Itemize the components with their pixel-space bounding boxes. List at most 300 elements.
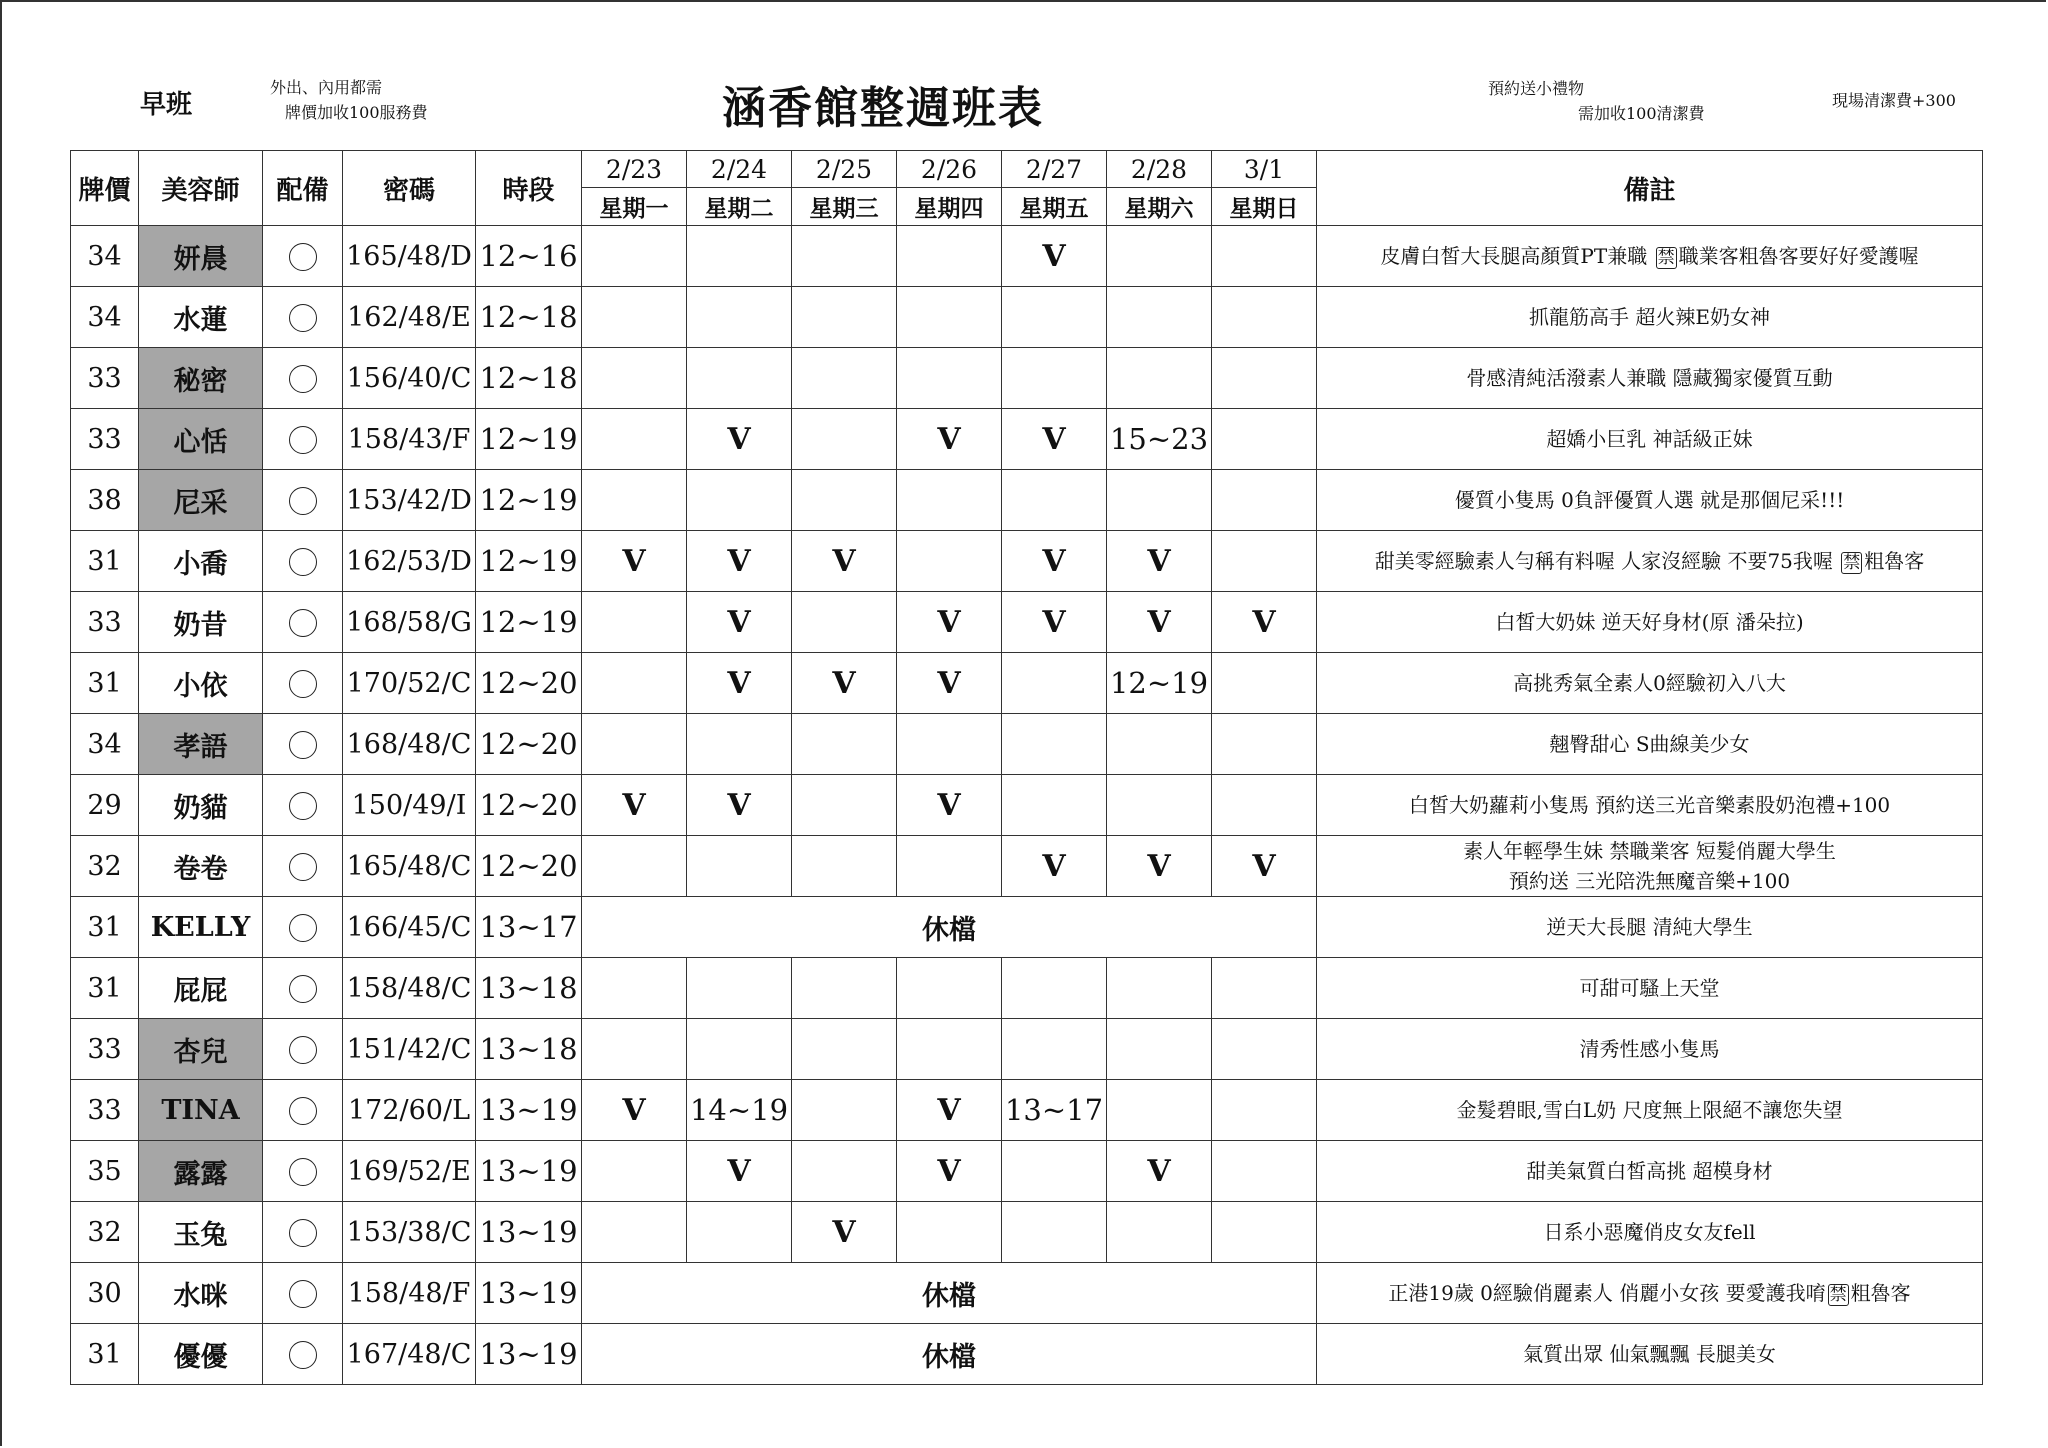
remark-cell [1317,1324,1983,1385]
price-cell: 34 [71,287,139,348]
day-cell [792,1080,897,1141]
day-cell: 14~19 [687,1080,792,1141]
shift-label: 早班 [140,90,193,120]
time-slot-cell: 12~18 [476,287,582,348]
table-row [71,470,1983,531]
day-cell [1107,775,1212,836]
table-row [71,409,1983,470]
remark-text: 甜美氣質白皙高挑 超模身材 [1526,1159,1773,1183]
col-header-weekday: 星期二 [687,188,792,226]
day-cell: V [897,1141,1002,1202]
remark-cell [1317,836,1983,897]
day-cell: 12~19 [1107,653,1212,714]
remark-text: 日系小惡魔俏皮女友fell [1543,1220,1756,1244]
col-header-date: 3/1 [1212,151,1317,188]
remark-line [1317,1217,1982,1247]
day-cell [897,287,1002,348]
therapist-name: 露露 [139,1141,263,1202]
gift-note-line1: 預約送小禮物 [1488,79,1585,98]
day-cell [1212,287,1317,348]
day-cell [1002,348,1107,409]
day-cell [582,1019,687,1080]
day-cell [897,1019,1002,1080]
time-slot-cell: 12~19 [476,470,582,531]
code-cell: 168/58/G [343,592,476,653]
remark-cell [1317,714,1983,775]
remark-line-2: 預約送 三光陪洗無魔音樂+100 [1508,869,1791,893]
circle-icon [289,914,317,942]
day-cell [1212,409,1317,470]
remark-line [1317,836,1982,866]
remark-text: 骨感清純活潑素人兼職 隱藏獨家優質互動 [1466,366,1833,390]
day-cell: V [1107,836,1212,897]
remark-text: 優質小隻馬 0負評優質人選 就是那個尼采!!! [1454,488,1845,512]
day-cell [792,1019,897,1080]
day-cell [687,836,792,897]
remark-line [1317,424,1982,454]
day-cell [582,592,687,653]
day-cell: V [1002,226,1107,287]
remark-line [1317,668,1982,698]
day-cell [582,226,687,287]
remark-cell [1317,1019,1983,1080]
time-slot-cell: 12~20 [476,775,582,836]
time-slot-cell: 12~16 [476,226,582,287]
day-cell [1002,1141,1107,1202]
day-cell: V [1002,409,1107,470]
therapist-name: 奶貓 [139,775,263,836]
col-header-remarks: 備註 [1317,151,1983,226]
remark-line [1317,729,1982,759]
day-cell [1212,714,1317,775]
remark-cell [1317,775,1983,836]
day-cell [1212,470,1317,531]
day-cell [1107,1080,1212,1141]
remark-text: 翹臀甜心 S曲線美少女 [1549,732,1750,756]
therapist-name: TINA [139,1080,263,1141]
day-cell [792,470,897,531]
day-cell: V [582,775,687,836]
day-cell: V [897,653,1002,714]
day-cell [687,226,792,287]
day-cell [687,287,792,348]
day-cell: V [687,531,792,592]
day-cell: V [897,1080,1002,1141]
day-cell: 15~23 [1107,409,1212,470]
price-cell: 29 [71,775,139,836]
col-header-weekday: 星期一 [582,188,687,226]
therapist-name: 尼采 [139,470,263,531]
day-cell [792,775,897,836]
remark-cell [1317,226,1983,287]
circle-icon [289,426,317,454]
day-cell [687,1019,792,1080]
day-cell [582,348,687,409]
col-header-weekday: 星期四 [897,188,1002,226]
day-cell [582,470,687,531]
remark-text: 素人年輕學生妹 禁職業客 短髮俏麗大學生 [1463,839,1836,863]
equipped-cell [263,1080,343,1141]
circle-icon [289,487,317,515]
day-cell [582,958,687,1019]
remark-text: 逆天大長腿 清純大學生 [1546,915,1753,939]
off-duty-cell: 休檔 [582,1324,1317,1385]
table-row [71,836,1983,897]
therapist-name: 杏兒 [139,1019,263,1080]
day-cell [792,714,897,775]
day-cell [582,714,687,775]
day-cell: V [1002,836,1107,897]
col-header-date: 2/23 [582,151,687,188]
day-cell [1212,958,1317,1019]
table-row [71,775,1983,836]
code-cell: 165/48/D [343,226,476,287]
day-cell [1212,653,1317,714]
time-slot-cell: 13~18 [476,958,582,1019]
time-slot-cell: 13~19 [476,1202,582,1263]
day-cell [1002,287,1107,348]
price-cell: 32 [71,1202,139,1263]
code-cell: 166/45/C [343,897,476,958]
time-slot-cell: 12~19 [476,531,582,592]
day-cell: V [1107,592,1212,653]
price-cell: 30 [71,1263,139,1324]
time-slot-cell: 13~19 [476,1141,582,1202]
table-row [71,348,1983,409]
remark-text: 超嬌小巨乳 神話級正妹 [1546,427,1753,451]
col-header-weekday: 星期三 [792,188,897,226]
day-cell: V [1002,531,1107,592]
code-cell: 150/49/I [343,775,476,836]
day-cell: V [792,1202,897,1263]
day-cell [897,348,1002,409]
day-cell [1107,958,1212,1019]
col-header-weekday: 星期日 [1212,188,1317,226]
col-header-date: 2/27 [1002,151,1107,188]
code-cell: 156/40/C [343,348,476,409]
day-cell: V [792,653,897,714]
day-cell: V [897,592,1002,653]
remark-line [1317,973,1982,1003]
day-cell [792,226,897,287]
day-cell [792,287,897,348]
weekly-schedule-table [70,150,1983,1385]
table-row [71,653,1983,714]
remark-line [1317,607,1982,637]
remark-cell [1317,897,1983,958]
circle-icon [289,548,317,576]
day-cell: V [1107,1141,1212,1202]
day-cell [582,653,687,714]
price-cell: 31 [71,1324,139,1385]
code-cell: 153/42/D [343,470,476,531]
remark-line [1317,485,1982,515]
circle-icon [289,792,317,820]
day-cell [1212,531,1317,592]
col-header-time-slot: 時段 [476,151,582,226]
ban-icon: 禁 [1829,1284,1847,1305]
schedule-body [71,226,1983,1385]
remark-text: 氣質出眾 仙氣飄飄 長腿美女 [1523,1342,1776,1366]
day-cell [792,409,897,470]
price-cell: 31 [71,897,139,958]
day-cell [792,958,897,1019]
day-cell [687,714,792,775]
day-cell: V [687,592,792,653]
remark-text-after-ban: 職業客粗魯客要好好愛護喔 [1678,244,1919,268]
circle-icon [289,1219,317,1247]
day-cell [1212,1202,1317,1263]
circle-icon [289,670,317,698]
col-header-therapist: 美容師 [139,151,263,226]
code-cell: 165/48/C [343,836,476,897]
remark-cell [1317,1263,1983,1324]
equipped-cell [263,836,343,897]
remark-text-after-ban: 粗魯客 [1850,1281,1911,1305]
remark-text: 清秀性感小隻馬 [1579,1037,1720,1061]
price-cell: 33 [71,1080,139,1141]
remark-cell [1317,1141,1983,1202]
service-fee-note-line2: 牌價加收100服務費 [285,103,428,122]
remark-text: 皮膚白皙大長腿高顏質PT兼職 [1380,244,1654,268]
day-cell: V [687,653,792,714]
service-fee-note-line1: 外出、內用都需 [270,78,383,97]
gift-note-line2: 需加收100清潔費 [1578,104,1705,123]
header-row-dates [71,151,1983,188]
table-row [71,287,1983,348]
equipped-cell [263,1141,343,1202]
circle-icon [289,975,317,1003]
price-cell: 33 [71,348,139,409]
day-cell [897,470,1002,531]
therapist-name: 水咪 [139,1263,263,1324]
remark-line [1317,1095,1982,1125]
day-cell [1107,226,1212,287]
col-header-date: 2/28 [1107,151,1212,188]
price-cell: 33 [71,592,139,653]
table-row [71,1080,1983,1141]
code-cell: 162/48/E [343,287,476,348]
col-header-code: 密碼 [343,151,476,226]
day-cell [792,348,897,409]
therapist-name: 奶昔 [139,592,263,653]
remark-cell [1317,287,1983,348]
day-cell: V [687,409,792,470]
col-header-date: 2/24 [687,151,792,188]
remark-line [1317,1034,1982,1064]
time-slot-cell: 13~17 [476,897,582,958]
day-cell: V [1002,592,1107,653]
day-cell [687,1202,792,1263]
price-cell: 32 [71,836,139,897]
therapist-name: 優優 [139,1324,263,1385]
therapist-name: 小喬 [139,531,263,592]
day-cell [1107,1019,1212,1080]
day-cell [1107,348,1212,409]
time-slot-cell: 13~18 [476,1019,582,1080]
day-cell: V [1107,531,1212,592]
equipped-cell [263,775,343,836]
col-header-price: 牌價 [71,151,139,226]
equipped-cell [263,1324,343,1385]
off-duty-cell: 休檔 [582,897,1317,958]
therapist-name: 心恬 [139,409,263,470]
col-header-weekday: 星期六 [1107,188,1212,226]
time-slot-cell: 12~19 [476,592,582,653]
circle-icon [289,1341,317,1369]
day-cell: V [1212,592,1317,653]
remark-line [1317,546,1982,576]
therapist-name: 水蓮 [139,287,263,348]
code-cell: 153/38/C [343,1202,476,1263]
equipped-cell [263,653,343,714]
code-cell: 158/43/F [343,409,476,470]
therapist-name: 秘密 [139,348,263,409]
price-cell: 33 [71,1019,139,1080]
table-row [71,958,1983,1019]
circle-icon [289,1280,317,1308]
table-row [71,531,1983,592]
day-cell [1212,1141,1317,1202]
day-cell [582,836,687,897]
therapist-name: 卷卷 [139,836,263,897]
time-slot-cell: 12~20 [476,714,582,775]
day-cell [1212,348,1317,409]
equipped-cell [263,470,343,531]
remark-cell [1317,653,1983,714]
therapist-name: 玉兔 [139,1202,263,1263]
day-cell [897,958,1002,1019]
time-slot-cell: 12~19 [476,409,582,470]
table-row [71,714,1983,775]
remark-text: 正港19歲 0經驗俏麗素人 俏麗小女孩 要愛護我唷 [1388,1281,1826,1305]
price-cell: 31 [71,531,139,592]
equipped-cell [263,226,343,287]
day-cell [897,531,1002,592]
table-row [71,1202,1983,1263]
price-cell: 38 [71,470,139,531]
day-cell: V [582,1080,687,1141]
circle-icon [289,853,317,881]
off-duty-cell: 休檔 [582,1263,1317,1324]
remark-line [1317,241,1982,271]
therapist-name: KELLY [139,897,263,958]
code-cell: 158/48/F [343,1263,476,1324]
remark-cell [1317,1080,1983,1141]
day-cell [792,592,897,653]
price-cell: 31 [71,653,139,714]
remark-line [1317,363,1982,393]
remark-cell [1317,1202,1983,1263]
equipped-cell [263,714,343,775]
day-cell [897,714,1002,775]
col-header-weekday: 星期五 [1002,188,1107,226]
equipped-cell [263,409,343,470]
code-cell: 158/48/C [343,958,476,1019]
code-cell: 170/52/C [343,653,476,714]
day-cell [1107,1202,1212,1263]
table-row [71,1141,1983,1202]
day-cell [1212,1080,1317,1141]
remark-text-after-ban: 粗魯客 [1864,549,1925,573]
remark-cell [1317,958,1983,1019]
equipped-cell [263,287,343,348]
circle-icon [289,1158,317,1186]
code-cell: 162/53/D [343,531,476,592]
day-cell [1107,470,1212,531]
price-cell: 35 [71,1141,139,1202]
code-cell: 169/52/E [343,1141,476,1202]
therapist-name: 屁屁 [139,958,263,1019]
equipped-cell [263,348,343,409]
circle-icon [289,609,317,637]
day-cell [1212,775,1317,836]
price-cell: 33 [71,409,139,470]
table-row [71,1263,1983,1324]
table-row [71,1324,1983,1385]
ban-icon: 禁 [1843,552,1861,573]
circle-icon [289,243,317,271]
day-cell [1107,714,1212,775]
therapist-name: 小依 [139,653,263,714]
day-cell [897,1202,1002,1263]
day-cell [687,958,792,1019]
day-cell [582,1202,687,1263]
col-header-equipped: 配備 [263,151,343,226]
code-cell: 172/60/L [343,1080,476,1141]
day-cell [582,1141,687,1202]
remark-cell [1317,470,1983,531]
page-title: 涵香館整週班表 [722,83,1044,134]
equipped-cell [263,531,343,592]
equipped-cell [263,958,343,1019]
table-row [71,1019,1983,1080]
day-cell [1002,653,1107,714]
cleaning-fee-note: 現場清潔費+300 [1832,91,1956,110]
col-header-date: 2/26 [897,151,1002,188]
therapist-name: 妍晨 [139,226,263,287]
remark-text: 白皙大奶蘿莉小隻馬 預約送三光音樂素股奶泡禮+100 [1408,793,1891,817]
circle-icon [289,1097,317,1125]
remark-line [1317,1339,1982,1369]
day-cell [792,1141,897,1202]
day-cell [1107,287,1212,348]
table-row [71,897,1983,958]
day-cell [1002,1019,1107,1080]
time-slot-cell: 12~20 [476,653,582,714]
equipped-cell [263,592,343,653]
col-header-date: 2/25 [792,151,897,188]
remark-text: 白皙大奶妹 逆天好身材(原 潘朵拉) [1495,610,1804,634]
circle-icon [289,1036,317,1064]
remark-cell [1317,531,1983,592]
day-cell [792,836,897,897]
remark-cell [1317,409,1983,470]
day-cell: V [792,531,897,592]
code-cell: 168/48/C [343,714,476,775]
remark-cell [1317,348,1983,409]
day-cell: V [687,1141,792,1202]
time-slot-cell: 13~19 [476,1324,582,1385]
table-row [71,226,1983,287]
day-cell [582,287,687,348]
equipped-cell [263,897,343,958]
remark-line [1317,1278,1982,1308]
therapist-name: 孝語 [139,714,263,775]
circle-icon [289,365,317,393]
day-cell [1002,958,1107,1019]
day-cell [1002,470,1107,531]
